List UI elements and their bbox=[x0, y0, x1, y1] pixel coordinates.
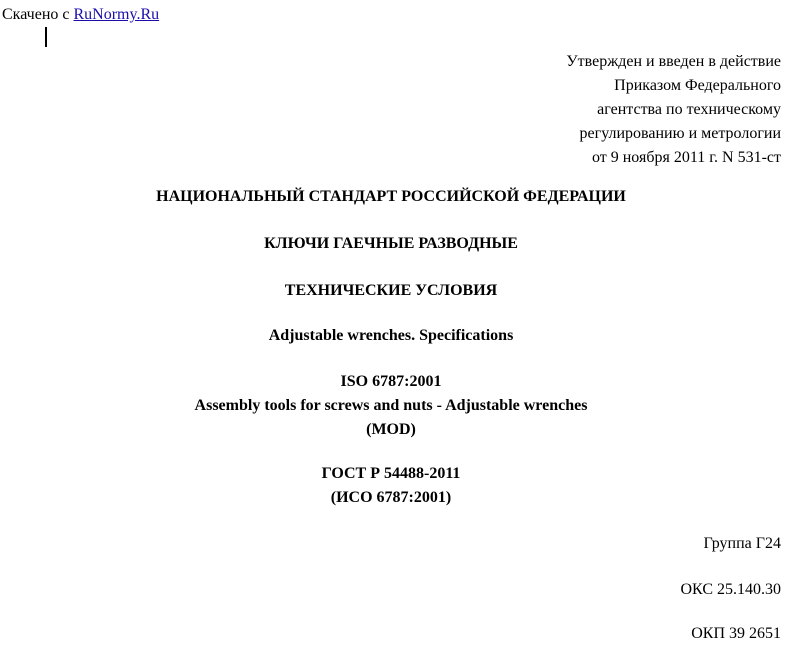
iso-code: ISO 6787:2001 bbox=[340, 373, 442, 390]
approval-line: Утвержден и введен в действие bbox=[566, 53, 781, 70]
gost-number: ГОСТ Р 54488-2011 bbox=[321, 465, 461, 482]
approval-line: регулированию и метрологии bbox=[579, 125, 781, 142]
source-line bbox=[2, 5, 159, 25]
text-cursor bbox=[45, 27, 47, 47]
document-subtitle-text: ТЕХНИЧЕСКИЕ УСЛОВИЯ bbox=[284, 282, 498, 299]
approval-block bbox=[566, 50, 781, 170]
runormy-link[interactable]: RuNormy.Ru bbox=[73, 6, 160, 23]
gost-block bbox=[0, 462, 782, 510]
document-title-text: КЛЮЧИ ГАЕЧНЫЕ РАЗВОДНЫЕ bbox=[264, 235, 518, 252]
english-title-text: Adjustable wrenches. Specifications bbox=[268, 327, 514, 344]
iso-modification: (MOD) bbox=[366, 421, 416, 438]
iso-description: Assembly tools for screws and nuts - Adjustable wrenches bbox=[194, 397, 588, 414]
approval-line: агентства по техническому bbox=[597, 101, 781, 118]
approval-line: от 9 ноября 2011 г. N 531-ст bbox=[591, 149, 781, 166]
approval-line: Приказом Федерального bbox=[614, 77, 781, 94]
gost-iso-ref: (ИСО 6787:2001) bbox=[330, 489, 452, 506]
english-title bbox=[0, 324, 782, 348]
iso-block bbox=[0, 370, 782, 442]
document-subtitle bbox=[0, 279, 782, 303]
okp-code: ОКП 39 2651 bbox=[691, 625, 781, 642]
national-standard-heading bbox=[0, 185, 782, 209]
group-code: Группа Г24 bbox=[703, 535, 781, 552]
national-standard-text: НАЦИОНАЛЬНЫЙ СТАНДАРТ РОССИЙСКОЙ ФЕДЕРАЦИИ bbox=[156, 188, 626, 205]
document-title bbox=[0, 232, 782, 256]
oks-code: ОКС 25.140.30 bbox=[680, 581, 781, 598]
source-prefix: Скачено с bbox=[2, 6, 74, 23]
